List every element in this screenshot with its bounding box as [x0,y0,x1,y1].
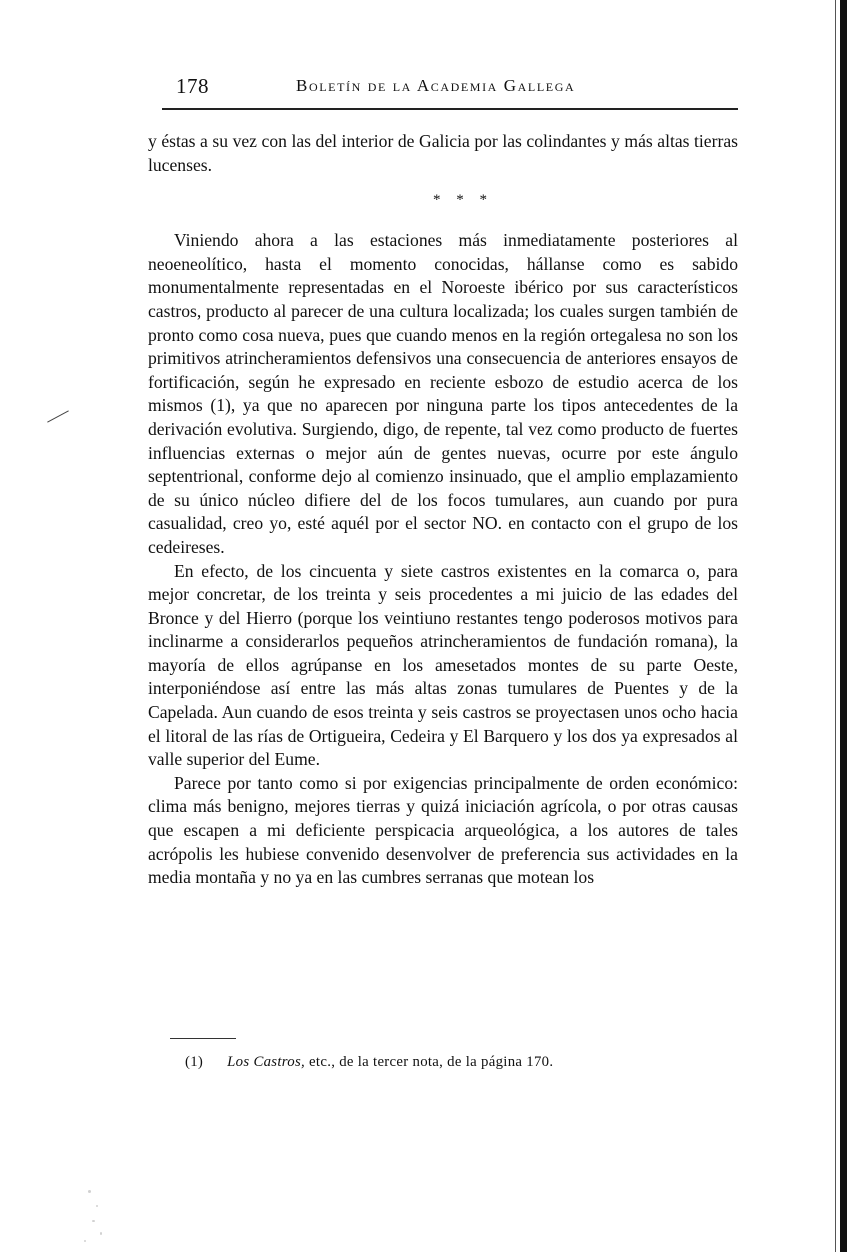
page-number: 178 [176,74,209,98]
speck [92,1220,95,1222]
speck [88,1190,91,1193]
footnote [185,1054,553,1071]
body-text [148,130,738,890]
speck [96,1205,98,1207]
margin-mark [47,410,69,422]
footnote-title: Los Castros, [227,1054,306,1070]
page-edge-line [835,0,836,1252]
speck [84,1240,86,1242]
paragraph-continued: y éstas a su vez con las del interior de Galicia por las colindantes y más altas tierras lucenses. [148,131,738,175]
footnote-text: etc., de la tercer nota, de la página 170. [309,1054,554,1070]
section-asterism: * * * [433,192,493,209]
page-header [176,74,736,108]
header-rule [162,108,738,110]
speck [100,1232,102,1235]
paragraph: En efecto, de los cincuenta y siete castros existentes en la comarca o, para mejor concretar, de los treinta y seis procedentes a mi juicio de las edades del Bronce y del Hierro (porque los veintiuno restantes tengo poderosos motivos para inclinarme a considerarlos pequeños atrincheramientos de fundación romana), la mayoría de ellos agrúpanse en los amesetados montes de su parte Oeste, interponiéndose así entre las más altas zonas tumulares de Puentes y de la Capelada. Aun cuando de esos treinta y seis castros se proyectasen unos ocho hacia el litoral de las rías de Ortigueira, Cedeira y El Barquero y los dos ya expresados al valle superior del Eume. [148,560,738,770]
footnote-rule [170,1038,236,1039]
page-edge-border [840,0,847,1252]
paragraph: Viniendo ahora a las estaciones más inmediatamente posteriores al neoeneolítico, hasta el momento conocidas, hállanse como es sabido monumentalmente representadas en el Noroeste ibérico por sus característicos castros, producto al parecer de una cultura localizada; los cuales surgen también de pronto como cosa nueva, pues que cuando menos en la región ortegalesa no son los primitivos atrincheramientos defensivos una consecuencia de anteriores ensayos de fortificación, según he expresado en reciente esbozo de estudio acerca de los mismos (1), ya que no aparecen por ninguna parte los tipos antecedentes de la derivación evolutiva. Surgiendo, digo, de repente, tal vez como producto de fuertes influencias externas o mejor aún de gentes nuevas, ocurre por este ángulo septentrional, conforme dejo al comienzo insinuado, que el amplio emplazamiento de su único núcleo difiere del de los focos tumulares, aun cuando por pura casualidad, creo yo, esté aquél por el sector NO. en contacto con el grupo de los cedeireses. [148,230,738,557]
footnote-number: (1) [185,1054,204,1070]
paragraph: Parece por tanto como si por exigencias principalmente de orden económico: clima más benigno, mejores tierras y quizá iniciación agrícola, o por otras causas que escapen a mi deficiente perspicacia arqueológica, a los autores de tales acrópolis les hubiese convenido desenvolver de preferencia sus actividades en la media montaña y no ya en las cumbres serranas que motean los [148,772,738,888]
running-title: Boletín de la Academia Gallega [296,76,576,95]
